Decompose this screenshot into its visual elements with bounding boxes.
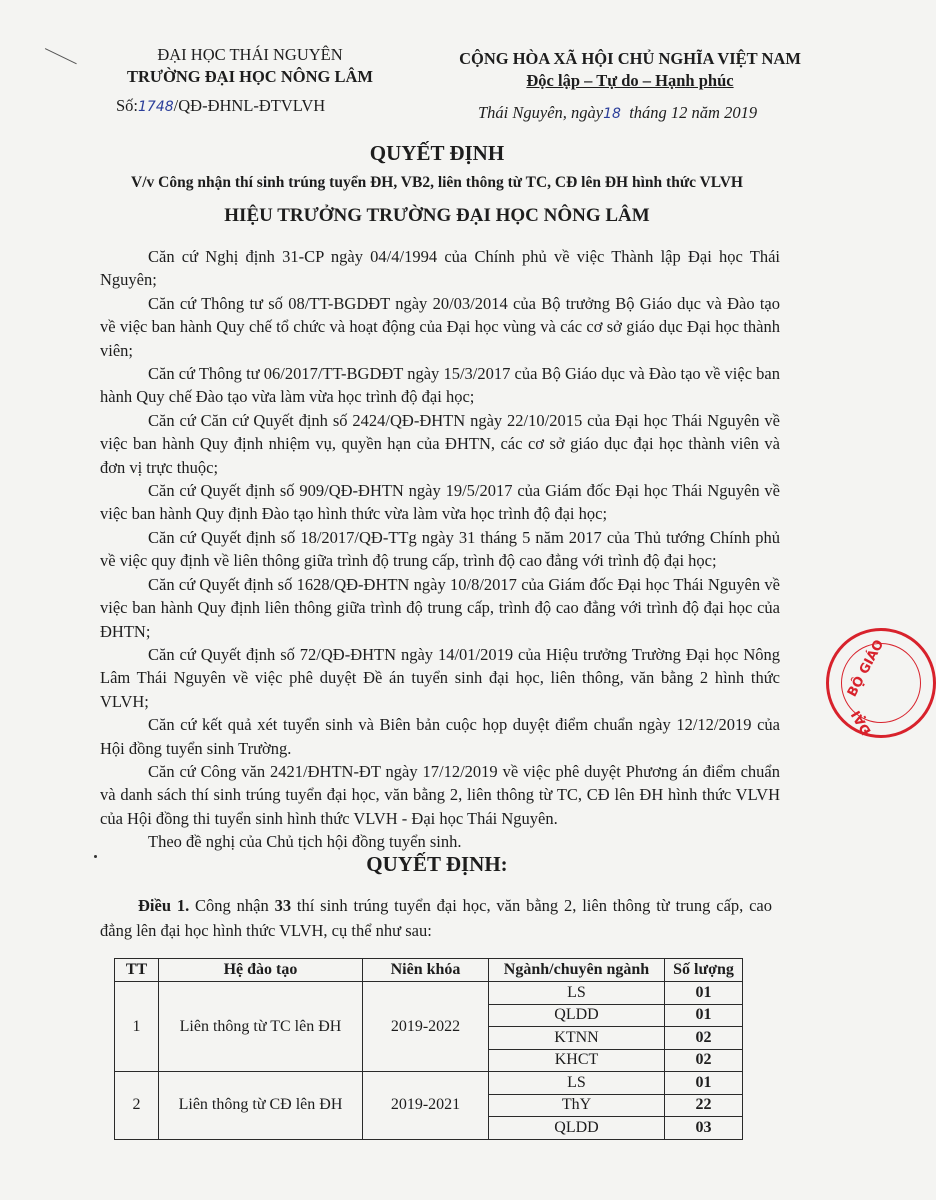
row-count: 02 [665,1027,743,1050]
seal-text-top: BỘ GIÁO [844,637,888,700]
row-major: KHCT [489,1049,665,1072]
document-subtitle: V/v Công nhận thí sinh trúng tuyển ĐH, VB2, liên thông từ TC, CĐ lên ĐH hình thức VLVH [131,174,743,191]
country-name: CỘNG HÒA XÃ HỘI CHỦ NGHĨA VIỆT NAM [459,49,801,68]
table-row [115,982,743,1005]
row-major: KTNN [489,1027,665,1050]
date-prefix: Thái Nguyên, ngày [478,103,604,122]
table-row [115,1072,743,1095]
preamble-paragraph: Theo đề nghị của Chủ tịch hội đồng tuyển sinh. [148,832,462,852]
row-major: LS [489,1072,665,1095]
column-header: Niên khóa [363,959,489,982]
row-years: 2019-2021 [363,1072,489,1140]
national-motto: Độc lập – Tự do – Hạnh phúc [526,71,734,90]
preamble-paragraph: Căn cứ Quyết định số 72/QĐ-ĐHTN ngày 14/01/2019 của Hiệu trưởng Trường Đại học Nông Lâm Thái Nguyên về việc phê duyệt Đề án tuyển sinh đại học, liên thông, văn bằng 2 hình thức VLVH; [100,644,780,711]
row-tt: 1 [115,982,159,1072]
preamble-paragraph: Căn cứ Căn cứ Quyết định số 2424/QĐ-ĐHTN ngày 22/10/2015 của Đại học Thái Nguyên về việc ban hành Quy định nhiệm vụ, quyền hạn của ĐHTN, các cơ sở giáo dục đại học thành viên và đơn vị trực thuộc; [100,410,780,477]
row-major: ThY [489,1094,665,1117]
column-header: Số lượng [665,959,743,982]
preamble-paragraph: Căn cứ Thông tư số 08/TT-BGDĐT ngày 20/03/2014 của Bộ trưởng Bộ Giáo dục và Đào tạo về việc ban hành Quy chế tổ chức và hoạt động của Đại học vùng và các cơ sở giáo dục Đại học thành viên; [100,293,780,360]
row-count: 03 [665,1117,743,1140]
header-left [100,44,400,88]
article-1-text-a: Công nhận [189,896,275,915]
row-years: 2019-2022 [363,982,489,1072]
school-name: TRƯỜNG ĐẠI HỌC NÔNG LÂM [127,67,373,86]
preamble-paragraph: Căn cứ Nghị định 31-CP ngày 04/4/1994 của Chính phủ về việc Thành lập Đại học Thái Nguyên; [100,247,780,290]
row-count: 01 [665,1072,743,1095]
red-seal-stamp [826,628,936,738]
row-program: Liên thông từ CĐ lên ĐH [159,1072,363,1140]
row-tt: 2 [115,1072,159,1140]
decision-title: QUYẾT ĐỊNH: [366,852,508,876]
date-suffix: tháng 12 năm 2019 [629,103,758,122]
row-count: 01 [665,1004,743,1027]
preamble-paragraph: Căn cứ kết quả xét tuyển sinh và Biên bản cuộc họp duyệt điểm chuẩn ngày 12/12/2019 của Hội đồng tuyển sinh Trường. [100,715,780,758]
document-date [478,103,757,123]
row-count: 02 [665,1049,743,1072]
article-1-text-b: thí sinh trúng tuyển đại học, văn bằng 2, liên thông từ trung cấp, cao đẳng lên đại học hình thức VLVH, cụ thể như sau: [100,896,772,940]
preamble-paragraph: Căn cứ Quyết định số 909/QĐ-ĐHTN ngày 19/5/2017 của Giám đốc Đại học Thái Nguyên về việc ban hành Quy định Đào tạo hình thức vừa làm vừa học trình độ đại học; [100,481,780,524]
number-prefix: Số: [116,96,139,115]
preamble-paragraph: Căn cứ Thông tư 06/2017/TT-BGDĐT ngày 15/3/2017 của Bộ Giáo dục và Đào tạo về việc ban hành Quy chế Đào tạo vừa làm vừa học trình độ đại học; [100,364,780,407]
number-suffix: /QĐ-ĐHNL-ĐTVLVH [173,96,326,115]
column-header: Hệ đào tạo [159,959,363,982]
document-number [116,96,325,116]
row-program: Liên thông từ TC lên ĐH [159,982,363,1072]
document-title: QUYẾT ĐỊNH [369,141,505,165]
org-name: ĐẠI HỌC THÁI NGUYÊN [157,45,343,64]
preamble [100,245,780,854]
preamble-paragraph: Căn cứ Quyết định số 1628/QĐ-ĐHTN ngày 10/8/2017 của Giám đốc Đại học Thái Nguyên về việc ban hành Quy định liên thông giữa trình độ trung cấp, trình độ cao đẳng với trình độ đại học của ĐHTN; [100,574,780,641]
row-count: 01 [665,982,743,1005]
article-1 [100,893,772,943]
scan-mark [45,48,77,65]
column-header: TT [115,959,159,982]
preamble-paragraph: Căn cứ Quyết định số 18/2017/QĐ-TTg ngày 31 tháng 5 năm 2017 của Thủ tướng Chính phủ về việc quy định về liên thông giữa trình độ trung cấp, trình độ cao đẳng với trình độ đại học; [100,527,780,571]
table-header-row [115,959,743,982]
row-major: QLDD [489,1004,665,1027]
header-right [410,48,850,92]
article-1-count: 33 [274,896,292,915]
article-1-label: Điều 1. [138,896,190,915]
preamble-paragraph: Căn cứ Công văn 2421/ĐHTN-ĐT ngày 17/12/2019 về việc phê duyệt Phương án điểm chuẩn và danh sách thí sinh trúng tuyển đại học, văn bằng 2, liên thông từ TC, CĐ lên ĐH hình thức VLVH của Hội đồng thi tuyển sinh hình thức VLVH - Đại học Thái Nguyên. [100,761,780,828]
date-day-handwritten: 18 [603,106,621,122]
admission-table [114,958,743,1140]
authority-title: HIỆU TRƯỞNG TRƯỜNG ĐẠI HỌC NÔNG LÂM [224,205,650,226]
column-header: Ngành/chuyên ngành [489,959,665,982]
row-major: LS [489,982,665,1005]
row-count: 22 [665,1094,743,1117]
row-major: QLDD [489,1117,665,1140]
seal-text-bottom: ĐẠI [848,707,875,738]
number-handwritten: 1748 [138,99,174,115]
